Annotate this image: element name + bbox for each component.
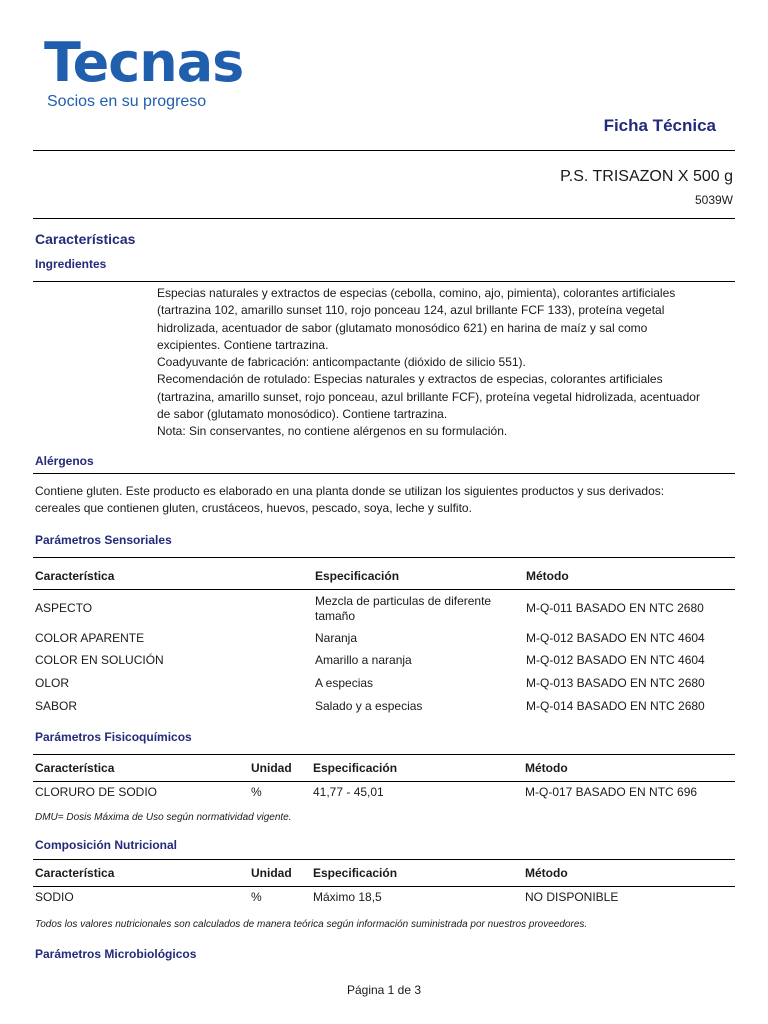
ingredients-line: excipientes. Contiene tartrazina. bbox=[157, 337, 329, 352]
table-cell: COLOR EN SOLUCIÓN bbox=[35, 653, 164, 667]
ingredients-line: Especias naturales y extractos de especias (cebolla, comino, ajo, pimienta), colorantes artificiales bbox=[157, 286, 676, 300]
physicochemical-title: Parámetros Fisicoquímicos bbox=[35, 730, 192, 744]
table-cell: SODIO bbox=[35, 890, 74, 905]
physicochemical-table bbox=[33, 755, 735, 804]
allergens-text bbox=[35, 483, 735, 518]
column-header: Característica bbox=[33, 563, 313, 590]
header-divider bbox=[33, 150, 735, 151]
table-cell: Salado y a especias bbox=[315, 698, 423, 713]
table-cell: ASPECTO bbox=[35, 601, 93, 616]
ingredients-divider bbox=[33, 281, 735, 282]
column-header: Método bbox=[524, 563, 735, 590]
table-row bbox=[33, 782, 735, 804]
column-header: Método bbox=[523, 755, 735, 782]
company-tagline: Socios en su progreso bbox=[47, 93, 207, 110]
table-cell: M-Q-012 BASADO EN NTC 4604 bbox=[526, 631, 705, 645]
table-row bbox=[33, 628, 735, 650]
table-cell: SABOR bbox=[35, 698, 78, 713]
table-cell: M-Q-012 BASADO EN NTC 4604 bbox=[526, 653, 705, 667]
table-cell: % bbox=[251, 785, 262, 800]
allergens-line: cereales que contienen gluten, crustáceos, huevos, pescado, soya, leche y sulfito. bbox=[35, 501, 472, 516]
ingredients-line: Recomendación de rotulado: Especias naturales y extractos de especias, colorantes artificiales bbox=[157, 372, 663, 387]
ingredients-line: de sabor (glutamato monosódico). Contiene tartrazina. bbox=[157, 407, 448, 422]
table-header-row bbox=[33, 563, 735, 590]
column-header: Método bbox=[523, 860, 735, 887]
table-cell: Máximo 18,5 bbox=[313, 890, 382, 905]
column-header: Especificación bbox=[313, 563, 524, 590]
table-cell: Amarillo a naranja bbox=[315, 653, 412, 667]
table-cell: M-Q-014 BASADO EN NTC 2680 bbox=[526, 698, 705, 713]
table-header-row bbox=[33, 860, 735, 887]
ingredients-line: Coadyuvante de fabricación: anticompactante (dióxido de silicio 551). bbox=[157, 355, 526, 370]
dmu-note: DMU= Dosis Máxima de Uso según normatividad vigente. bbox=[35, 812, 292, 823]
document-type-title: Ficha Técnica bbox=[603, 116, 716, 135]
allergens-divider bbox=[33, 473, 735, 474]
column-header: Especificación bbox=[311, 755, 523, 782]
table-cell: M-Q-011 BASADO EN NTC 2680 bbox=[526, 601, 704, 616]
ingredients-line: hidrolizada, acentuador de sabor (glutamato monosódico 621) en harina de maíz y sal como bbox=[157, 320, 648, 335]
table-cell: COLOR APARENTE bbox=[35, 631, 145, 645]
table-cell: CLORURO DE SODIO bbox=[35, 785, 158, 800]
characteristics-title: Características bbox=[35, 231, 136, 247]
ingredients-line: (tartrazina 102, amarillo sunset 110, rojo ponceau 124, azul brillante FCF 133), proteína vegetal bbox=[157, 303, 665, 318]
sensory-table bbox=[33, 563, 735, 718]
table-row bbox=[33, 887, 735, 909]
column-header: Característica bbox=[33, 860, 249, 887]
column-header: Unidad bbox=[249, 860, 311, 887]
sensory-divider bbox=[33, 557, 735, 558]
nutritional-table bbox=[33, 860, 735, 909]
table-cell: Mezcla de particulas de diferente tamaño bbox=[315, 593, 492, 623]
page-number: Página 1 de 3 bbox=[346, 983, 422, 997]
table-row bbox=[33, 650, 735, 672]
table-cell: A especias bbox=[315, 675, 374, 690]
table-header-row bbox=[33, 755, 735, 782]
column-header: Característica bbox=[33, 755, 249, 782]
product-code: 5039W bbox=[694, 193, 733, 207]
table-cell: 41,77 - 45,01 bbox=[313, 785, 384, 800]
company-logo: Tecnas bbox=[44, 31, 244, 94]
table-row bbox=[33, 590, 735, 628]
sensory-title: Parámetros Sensoriales bbox=[35, 533, 172, 547]
column-header: Especificación bbox=[311, 860, 523, 887]
nutritional-title: Composición Nutricional bbox=[35, 838, 178, 852]
ingredients-text bbox=[157, 285, 747, 441]
nutritional-note: Todos los valores nutricionales son calculados de manera teórica según información suministrada por nuestros proveedores. bbox=[35, 919, 588, 930]
table-cell: M-Q-017 BASADO EN NTC 696 bbox=[525, 785, 698, 800]
table-row bbox=[33, 695, 735, 718]
ingredients-line: (tartrazina, amarillo sunset, rojo ponceau, azul brillante FCF), proteína vegetal hidrolizada, acentuador bbox=[157, 389, 700, 404]
product-divider bbox=[33, 218, 735, 219]
microbiological-title: Parámetros Microbiológicos bbox=[35, 947, 197, 961]
table-cell: Naranja bbox=[315, 631, 358, 645]
ingredients-title: Ingredientes bbox=[35, 257, 107, 271]
table-cell: M-Q-013 BASADO EN NTC 2680 bbox=[526, 675, 705, 690]
allergens-line: Contiene gluten. Este producto es elaborado en una planta donde se utilizan los siguientes productos y sus derivados: bbox=[35, 484, 665, 498]
table-cell: % bbox=[251, 890, 262, 905]
table-cell: NO DISPONIBLE bbox=[525, 890, 619, 905]
table-cell: OLOR bbox=[35, 675, 70, 690]
product-name: P.S. TRISAZON X 500 g bbox=[560, 168, 733, 185]
allergens-title: Alérgenos bbox=[35, 454, 94, 468]
column-header: Unidad bbox=[249, 755, 311, 782]
table-row bbox=[33, 672, 735, 695]
ingredients-line: Nota: Sin conservantes, no contiene alérgenos en su formulación. bbox=[157, 424, 508, 439]
